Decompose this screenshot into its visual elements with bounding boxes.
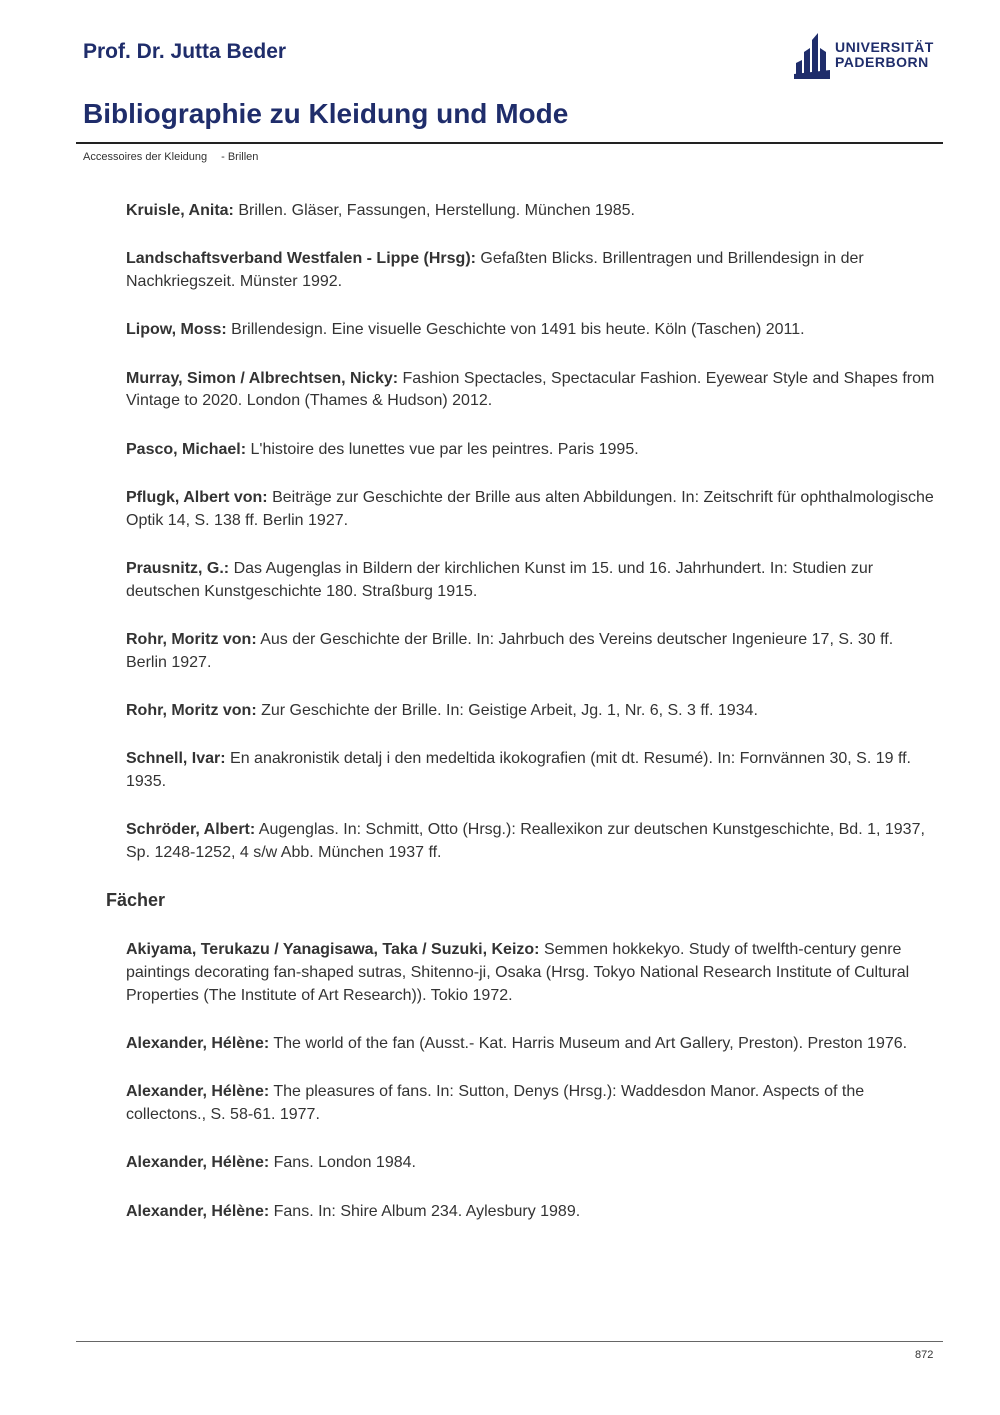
entry-text: Das Augenglas in Bildern der kirchlichen Kunst im 15. und 16. Jahrhundert. In: Studien zur deutschen Kunstgeschichte 180. Straßburg 1915. [126,560,874,600]
entry-author: Alexander, Hélène: [126,1035,270,1053]
paderborn-logo-icon [794,30,830,80]
bibliography-entry [126,558,936,603]
entry-author: Alexander, Hélène: [126,1154,270,1172]
bibliography-entry [126,487,936,532]
university-logo [794,30,934,80]
entry-text: Gefaßten Blicks. Brillentragen und Brillendesign in der Nachkriegszeit. Münster 1992. [126,250,864,290]
entry-author: Rohr, Moritz von: [126,631,257,649]
entry-author: Kruisle, Anita: [126,202,234,219]
document-author: Prof. Dr. Jutta Beder [83,40,287,63]
entry-text: Beiträge zur Geschichte der Brille aus alten Abbildungen. In: Zeitschrift für ophthalmologische Optik 14, S. 138 ff. Berlin 1927. [126,489,934,529]
page-number: 872 [915,1349,934,1361]
entry-text: En anakronistik detalj i den medeltida ikokografien (mit dt. Resumé). In: Fornvännen 30, S. 19 ff. 1935. [126,750,911,791]
footer-divider [76,1341,943,1342]
entry-author: Pasco, Michael: [126,440,247,458]
breadcrumb [83,151,258,163]
entry-author: Murray, Simon / Albrechtsen, Nicky: [126,369,399,387]
bibliography-list [106,200,936,1249]
title-divider [76,142,943,144]
bibliography-entry [126,748,936,793]
entry-text: Fans. In: Shire Album 234. Aylesbury 1989. [269,1202,581,1220]
page-title: Bibliographie zu Kleidung und Mode [83,98,569,129]
entry-text: Brillendesign. Eine visuelle Geschichte von 1491 bis heute. Köln (Taschen) 2011. [226,321,805,339]
entry-text: Augenglas. In: Schmitt, Otto (Hrsg.): Reallexikon zur deutschen Kunstgeschichte, Bd. 1, 1937, Sp. 1248-1252, 4 s/w Abb. München 1937 ff. [126,821,925,862]
bibliography-entry [126,1081,936,1126]
entry-author: Alexander, Hélène: [126,1202,270,1220]
bibliography-entry [126,1152,936,1175]
entry-text: Semmen hokkekyo. Study of twelfth-century genre paintings decorating fan-shaped sutras, Shitenno-ji, Osaka (Hrsg. Tokyo National Research Institute of Cultural Properties (The Institute of Art Research)). Tokio 1972. [126,941,910,1004]
bibliography-entry [126,248,936,293]
entry-text: The pleasures of fans. In: Sutton, Denys (Hrsg.): Waddesdon Manor. Aspects of the collectons., S. 58-61. 1977. [126,1083,865,1124]
breadcrumb-item: - Brillen [221,151,259,163]
bibliography-entry [126,629,936,674]
entry-author: Pflugk, Albert von: [126,489,268,507]
entry-text: Fans. London 1984. [269,1154,416,1172]
logo-text-line1: UNIVERSITÄT [835,39,934,55]
bibliography-entry [126,200,936,223]
bibliography-entry [126,939,936,1007]
entry-author: Alexander, Hélène: [126,1083,270,1101]
bibliography-entry [126,439,936,462]
entry-text: The world of the fan (Ausst.- Kat. Harris Museum and Art Gallery, Preston). Preston 1976. [269,1035,908,1053]
bibliography-entry [126,700,936,723]
bibliography-entry [126,1033,936,1056]
entry-author: Schnell, Ivar: [126,750,226,768]
bibliography-entry [126,819,936,864]
entry-text: Fashion Spectacles, Spectacular Fashion. Eyewear Style and Shapes from Vintage to 2020. London (Thames & Hudson) 2012. [126,369,935,410]
logo-text-line2: PADERBORN [835,54,929,70]
section-heading: Fächer [106,890,166,911]
entry-author: Prausnitz, G.: [126,560,230,578]
entry-text: Aus der Geschichte der Brille. In: Jahrbuch des Vereins deutscher Ingenieure 17, S. 30 ff. Berlin 1927. [126,631,894,671]
entry-author: Akiyama, Terukazu / Yanagisawa, Taka / Suzuki, Keizo: [126,941,540,959]
bibliography-entry [126,368,936,413]
entry-author: Rohr, Moritz von: [126,702,257,720]
entry-text: Brillen. Gläser, Fassungen, Herstellung. München 1985. [233,202,635,219]
entry-author: Schröder, Albert: [126,821,256,839]
entry-text: L'histoire des lunettes vue par les peintres. Paris 1995. [246,440,639,458]
breadcrumb-item: Accessoires der Kleidung [83,151,208,163]
entry-author: Landschaftsverband Westfalen - Lippe (Hrsg): [126,250,476,268]
entry-author: Lipow, Moss: [126,321,227,339]
entry-text: Zur Geschichte der Brille. In: Geistige Arbeit, Jg. 1, Nr. 6, S. 3 ff. 1934. [256,702,758,720]
bibliography-entry [126,319,936,342]
bibliography-entry [126,1201,936,1224]
